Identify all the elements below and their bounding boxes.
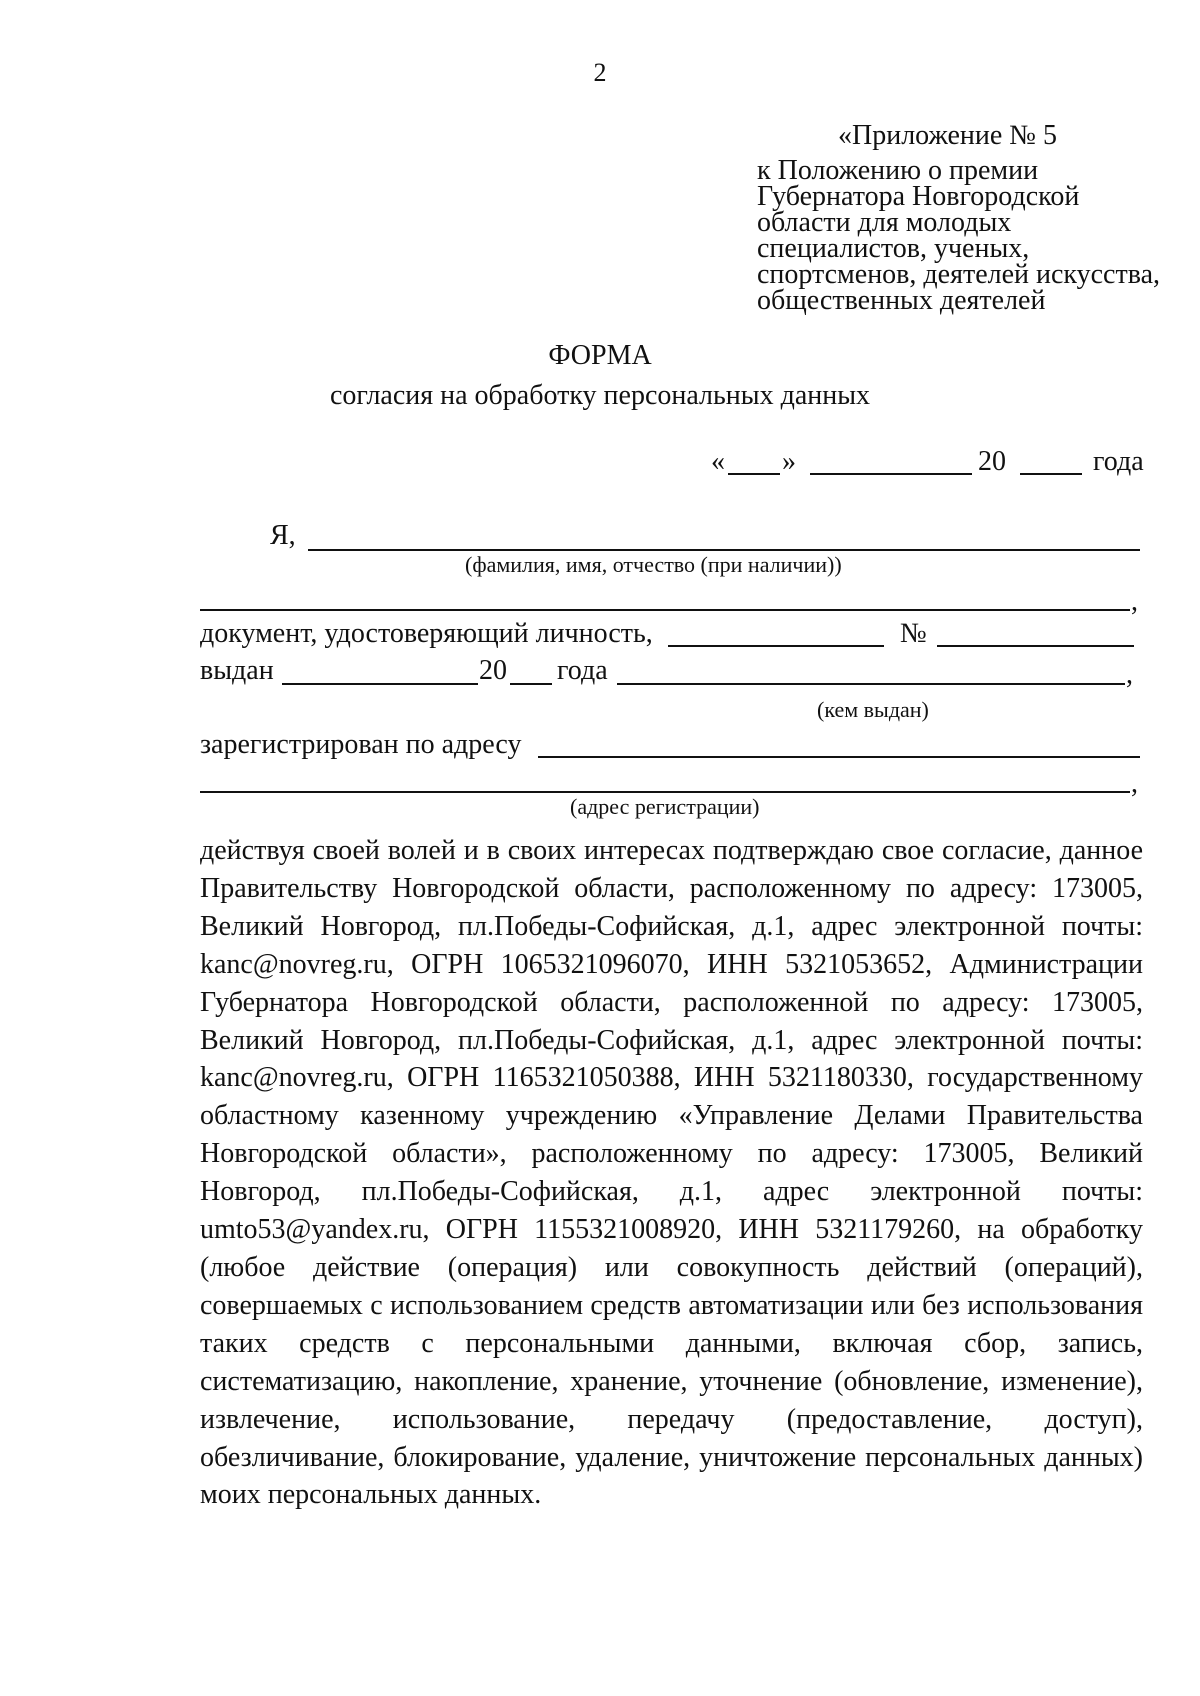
form-subtitle: согласия на обработку персональных данных [329, 380, 871, 411]
number-sign: № [900, 618, 927, 649]
annex-title: «Приложение № 5 [838, 120, 1057, 151]
fio-caption: (фамилия, имя, отчество (при наличии)) [465, 552, 842, 577]
date-year-word: года [1093, 446, 1144, 477]
fio-comma: , [1131, 586, 1138, 617]
annex-subtitle: к Положению о премии Губернатора Новгородской области для молодых специалистов, ученых, спортсменов, деятелей искусства, общественных деятелей [757, 155, 1160, 316]
address-caption: (адрес регистрации) [570, 794, 760, 819]
ya-label: Я, [270, 520, 296, 551]
page-number: 2 [593, 58, 607, 87]
consent-text [200, 832, 1143, 1514]
date-century: 20 [978, 446, 1006, 477]
day-blank[interactable] [728, 473, 780, 475]
consent-paragraph: действуя своей волей и в своих интересах подтверждаю свое согласие, данное Правительству Новгородской области, расположенному по адресу: 173005, Великий Новгород, пл.Победы-Софийская, д.1, адрес электронной почты: kanc@novreg.ru, ОГРН 1065321096070, ИНН 5321053652, Администрации Губернатора Новгородской области, расположенной по адресу: 173005, Великий Новгород, пл.Победы-Софийская, д.1, адрес электронной почты: kanc@novreg.ru, ОГРН 1165321050388, ИНН 5321180330, государственному областному казенному учреждению «Управление Делами Правительства Новгородской области», расположенному по адресу: 173005, Великий Новгород, пл.Победы-Софийская, д.1, адрес электронной почты: umto53@yandex.ru, ОГРН 1155321008920, ИНН 5321179260, на обработку (любое действие (операция) или совокупность действий (операций), совершаемых с использованием средств автоматизации или без использования таких средств с персональными данными, включая сбор, запись, систематизацию, накопление, хранение, уточнение (обновление, изменение), извлечение, использование, передачу (предоставление, доступ), обезличивание, блокирование, удаление, уничтожение персональных данных) моих персональных данных. [200, 835, 1143, 1511]
fio-blank[interactable] [308, 549, 1140, 551]
registered-label: зарегистрирован по адресу [200, 729, 522, 760]
issued-year-word: года [557, 655, 608, 686]
issued-label: выдан [200, 655, 274, 686]
form-title: ФОРМА [548, 340, 652, 371]
issued-date-blank[interactable] [282, 683, 478, 685]
address-blank[interactable] [538, 756, 1140, 758]
date-close-quote: » [782, 446, 796, 477]
address-comma: , [1131, 768, 1138, 799]
address-continuation-blank[interactable] [200, 791, 1130, 793]
month-blank[interactable] [810, 473, 972, 475]
document-type-blank[interactable] [668, 645, 884, 647]
issued-century: 20 [479, 655, 507, 686]
date-open-quote: « [711, 446, 725, 477]
issued-by-blank[interactable] [617, 683, 1125, 685]
fio-continuation-blank[interactable] [200, 609, 1130, 611]
document-number-blank[interactable] [937, 645, 1134, 647]
year-blank[interactable] [1020, 473, 1082, 475]
issued-year-blank[interactable] [510, 683, 552, 685]
issued-comma: , [1126, 659, 1133, 690]
document-label: документ, удостоверяющий личность, [200, 618, 653, 649]
issued-by-caption: (кем выдан) [817, 697, 929, 722]
